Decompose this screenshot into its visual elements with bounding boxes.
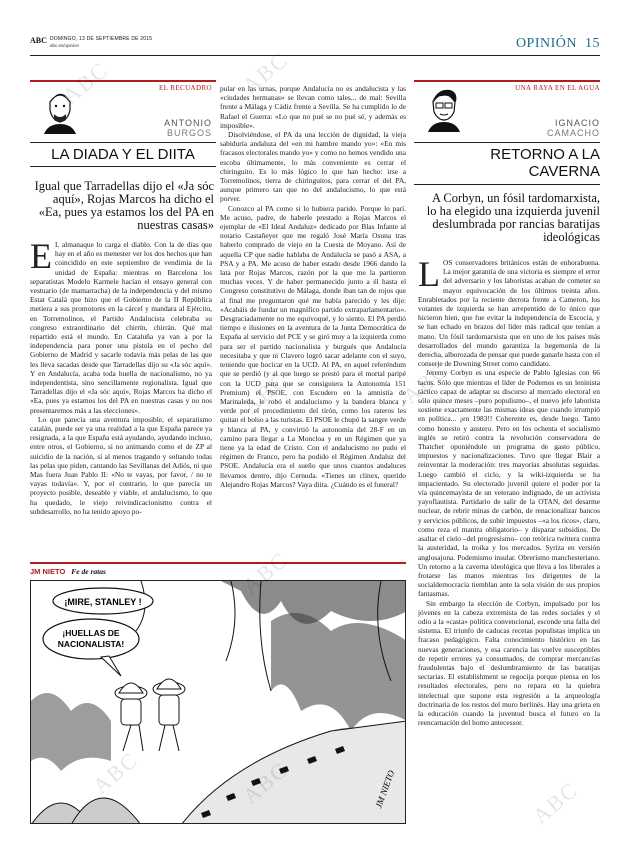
watermark: ABC — [57, 56, 113, 109]
left-article — [30, 80, 406, 82]
cartoon-rule — [30, 562, 406, 564]
title-rule-bottom — [30, 166, 216, 167]
author-first-name: IGNACIO — [554, 118, 600, 128]
paragraph: Lo que parecía una aventura imposible, el separatismo catalán, puede ser ya una realidad a la que España parece ya resignada, a la que España está ayudando, ayudando incluso, entre otros, el Gobierno, si no animando como el de ZP al suicidio de la nación, sí al menos tragando y soltando todas las pelas que piden, cantando las Sevillanas del Adiós, ni que Mas fuera Juan Pablo II: «No te vayas, por favor, / no te vayas todavía». Y, por el contrario, lo que parecía un proyecto posible, deseable y viable, el andalucismo, lo que ha quedado, le viejo reivindicacionismo contra el subdesarrollo, no ha tenido apoyo po- — [30, 414, 212, 516]
paragraph: Jeremy Corbyn es una especie de Pablo Iglesias con 66 tacos. Sólo que mientras el líder de Podemos es un leninista táctico capaz de adaptar su discurso al mercado electoral en sólo quince meses –puro populismo–, el nuevo jefe laborista sostiene exactamente las mismas ideas que cuando irrumpió en política... ¡en 1983!! Coherente es, desde luego. Tanto como honesto y austero. Pero en los ochenta el socialismo inglés se retiró contra la revolución conservadora de Thatcher oponiéndole un programa de gasto público, impuestos y nacionalizaciones. Tuvo que llegar Blair a reinventar la moderación: tres mayorías absolutas seguidas. Luego cambió el ciclo, y la wiki-izquierda se ha impacientado. Su electorado juvenil quiere el poder por la vía quincemayista de un veterano indignado, de un activista yayoflautista. Partidario de salir de la OTAN, del desarme nuclear, de rebrir minas de carbón, de renacionalizar bancos y servicios públicos, de subir impuestos –«a los ricos», claro, como reza el mantra obligatorio– y disparar subsidios. De asaltar el cielo –del progresismo– con retórica twittera contra la austeridad, la troika y los mercados. Syriza en versión anglosajona. Podemismo insular. Obrerismo manchesteriano. Un retorno a la caverna ideológica que lleva a los liberales a frotarse las manos mientras los dirigentes de la socialdemocracia tiemblan ante la sola visión de sus propios fantasmas. — [418, 368, 600, 599]
left-col1 — [30, 240, 212, 556]
portrait-drawing — [40, 86, 80, 134]
right-author — [520, 118, 600, 138]
section-name: OPINIÓN — [515, 36, 577, 51]
cartoon-author: JM NIETO — [30, 567, 66, 576]
author-last-name: CAMACHO — [546, 128, 600, 138]
paragraph: OS conservadores británicos están de enhorabuena. La mejor garantía de una victoria es siempre el error del adversario y los laboristas acaban de cometer su mayor equivocación de los últimos treinta años. Enrabietados por la reciente derrota frente a Cameron, los votantes de izquierda se han arrepentido de lo único que hicieron bien, que fue evitar la independencia de Escocia, y se han echado en brazos del líder más radical que tenían a mano. Un fósil tardomarxista que en uno de los países más desarrollados del mundo garantiza la hegemonía de la derecha, alborozada de pensar que puede ganarle hasta con el conserje de Downing Street como candidato. — [418, 258, 600, 369]
brand: ABC — [30, 36, 47, 45]
section-title — [516, 36, 600, 52]
right-deck: A Corbyn, un fósil tardomarxista, lo ha elegido una izquierda juvenil deslumbrada por rancias baratijas ideológicas — [426, 191, 600, 244]
watermark: ABC — [397, 356, 453, 409]
paragraph: Sin embargo la elección de Corbyn, impulsado por los jóvenes en la cabeza extremista de las redes sociales y el odio a la «casta» política convencional, esconde una falla del sistema. El triunfo de caducas recetas populistas implica un fracaso pedagógico. Falta conocimiento histórico en las nuevas generaciones, y esa carencia las vuelve susceptibles de repetir errores ya consumados, de comprar mercancías fraudulentas bajo el deslumbramiento de las baratijas sectarias. El establishment se regocija porque piensa en los resultados electorales, pero no repara en la quiebra intelectual que supone esta regresión a la arqueología doctrinaria de los restos del muro berlinés. Hay una grieta en la educación cuando la juventud busca el futuro en la reencarnación del homo antecessor. — [418, 598, 600, 728]
right-title-line1: RETORNO A LA — [490, 146, 600, 163]
paragraph: L almanaque lo carga el diablo. Con la de días que hay en el año es menester ver los dos hechos que han coincidido en este septiembre de vendimia de la unidad de España: mientras en Barcelona los separatistas Modelo Karmele hacían el ensayo general con vestuario (de mamarracha) de la independencia y del mismo Estat Catalá que hizo que el Gobierno de la II República metiera a sus promotores en la cárcel y mandara al Ejército, en Torremolinos, el Partido Andalucista celebraba su congreso extraordinario del chirrín, chirrán. Qué mal repartido está el mundo. En Cataluña ya van a por la independencia para poner una pistola en el pecho del Gobierno de Madrid y sacarle todavía más pelas de las que les lleva sacadas desde que Tarradellas dijo su «Ja sóc aquí». Y en Andalucía, acaba toda huella de nacionalismo, no ya independentista, sino sencillamente regionalista. Igual que Tarradellas dijo el «Ja sóc aquí», Rojas Marcos ha dicho el «Ea, pues ya estamos los del PA en nuestras casas y no nos presentaremos más a las elecciones». — [30, 240, 212, 415]
watermark: ABC — [237, 366, 293, 419]
author-first-name: ANTONIO — [164, 118, 212, 128]
bubble-text: ¡MIRE, STANLEY ! — [64, 597, 142, 607]
left-author — [150, 118, 212, 138]
author-portrait-camacho — [424, 84, 464, 132]
drop-cap: L — [418, 258, 440, 294]
watermark: ABC — [527, 776, 583, 829]
right-body — [418, 258, 600, 824]
sign-line1: ¡HUELLAS DE — [62, 628, 120, 638]
page-number: 15 — [585, 36, 600, 51]
paragraph: pular en las urnas, porque Andalucía no es andalucista y las «ciudades hermanas» se llevan como tales... de mal: Sevilla frente a Málaga y Cádiz frente a Sevilla. Se ha cumplido lo de Rafael el Guerra: «Lo que no pué se no pué sé, y además es imposible». — [220, 84, 406, 130]
kicker-rule — [30, 80, 216, 82]
right-kicker-rule — [414, 80, 600, 82]
left-col2 — [220, 84, 406, 556]
cartoon-drawing — [31, 581, 406, 824]
watermark: ABC — [237, 546, 293, 599]
left-title: LA DIADA Y EL DIITA — [51, 146, 195, 163]
paragraph: Conozco al PA como si lo hubiera parido. Porque lo parí. Me acuso, padre, de haberle prestado a Rojas Marcos el ejemplar de «El Ideal Andaluz» dedicado por Blas Infante al notario Castañeyer que me regaló José María Osuna tras haberlo comprado de viejo en la Cuesta de Moyano. Así de aquella CP que nadie hablaba de Andalucía se pasó a ASA, a PSA y a PA. Me acuso de haber estado desde 1966 dando la lata por Rojas Marcos, razón por la que me la partieron muchas veces. Y de haber permanecido junto a él hasta el Congreso constitutivo de Málaga, donde iban tan de rojos que al final me preguntaron qué me había parecido y les dije: «Acabáis de fundar un magnífico partido extraparlamentario». Desgraciadamente no me equivoqué, y lo siento. El PA perdió tiempo e ilusiones en la aventura de la Junta Democrática de España al servicio del PCE y se giró muy a la izquierda como para ser el partido nacionalista y burgués que Andalucía necesitaba y que ni Clavero logró sacar adelante con el suyo, teniendo que hocicar en la UCD. Al PA, en aquel referéndum que se perdió (y al que luego se prestó para el mortal paripé con la UCD para que se consiguiera la Autonomía 151 Premium) el PSOE, con Escudero en la amnistía de Marinaleda, le robó el andalucismo y la bandera blanca y verde por el procedimiento del tirón, como los rateros les quitan el bolso a las turistas. El PSOE le chupó la sangre verde y blanca al PA, y convirtió la autonomía del 28-F en un camino para llegar a La Moncloa y en un Régimen que ya tiene ya la edad de Cristo. Con el andalucismo no pudo el régimen de Franco, pero ha podido el Régimen Andaluz del PSOE. Andalucía era el sueño que unos cuantos andaluces llevamos dentro, dijo Cernuda. «Tienes un clínex, querido Alejandro Rojas Marcos? Vaya diita. ¿Cuándo es el funeral? — [220, 203, 406, 489]
cartoon-signature: JM NIETO — [373, 768, 397, 810]
watermark: ABC — [237, 46, 293, 99]
right-title-rule-bottom — [414, 184, 600, 185]
author-portrait-burgos — [40, 86, 80, 134]
drop-cap: E — [30, 240, 52, 276]
site-url[interactable]: abc.es/opinion — [50, 43, 80, 48]
page-header — [30, 36, 600, 56]
right-title-line2: CAVERNA — [528, 163, 600, 180]
cartoon-credit — [30, 567, 106, 576]
paragraph: Disolviéndose, el PA da una lección de dignidad, la vieja sabiduría andaluza del «en mi hambre mando yo»: «En mis fracasos electorales mando yo» y como no hemos vendido una escoba últimamente, lo más conveniente es cerrar el chiringuito. Es lo más lógico lo que han hecho: irse a Torremolinos, tierra de chiringuitos, para cerrar el del PA, aunque primero tan que no del andalucismo, lo que está porver. — [220, 130, 406, 204]
left-kicker: EL RECUADRO — [159, 84, 212, 92]
cartoon — [30, 580, 406, 824]
sign-line2: NACIONALISTA! — [57, 639, 125, 649]
edition-date: DOMINGO, 13 DE SEPTIEMBRE DE 2015 — [50, 36, 153, 42]
author-last-name: BURGOS — [166, 128, 212, 138]
portrait-drawing — [424, 84, 464, 132]
cartoon-title: Fe de ratas — [71, 567, 106, 576]
right-title-rule-top — [414, 142, 600, 143]
right-kicker: UNA RAYA EN EL AGUA — [515, 84, 600, 92]
left-deck: Igual que Tarradellas dijo el «Ja sóc aquí», Rojas Marcos ha dicho el «Ea, pues ya estamos los del PA en nuestras casas» — [34, 179, 214, 232]
right-title — [414, 146, 600, 180]
title-rule-top — [30, 142, 216, 143]
